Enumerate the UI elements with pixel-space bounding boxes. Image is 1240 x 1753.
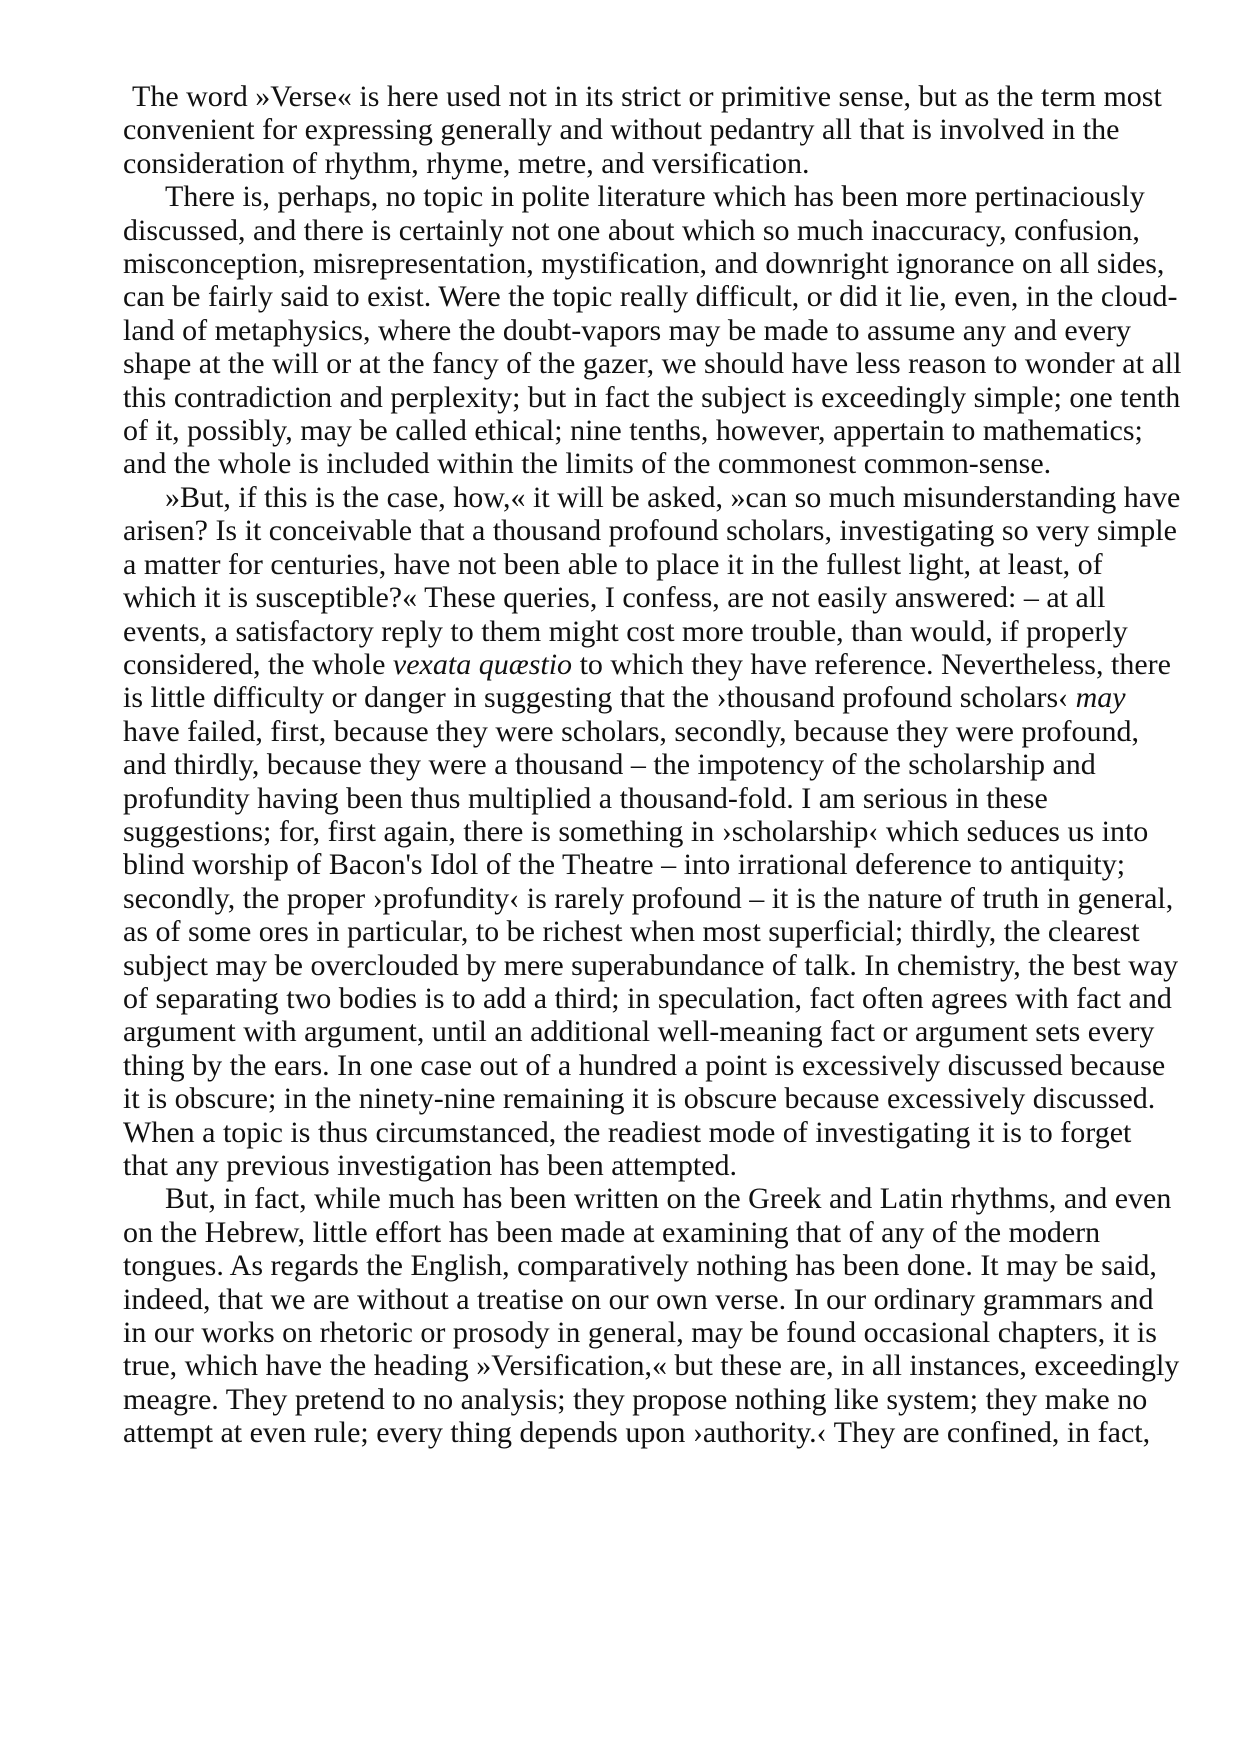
paragraph-text: to which they have reference. Nevertheless, there is little difficulty or danger in suggesting that the ›thousand profound scholars‹: [123, 647, 1171, 715]
paragraph-text: The word »Verse« is here used not in its strict or primitive sense, but as the term most convenient for expressing generally and without pedantry all that is involved in the consideration of rhythm, rhyme, metre, and versification.: [123, 80, 1162, 180]
paragraph-text: »But, if this is the case, how,« it will be asked, »can so much misunderstanding have arisen? Is it conceivable that a thousand profound scholars, investigating so very simple a matter for centuries, have not been able to place it in the fullest light, at least, of which it is susceptible?« These queries, I confess, are not easily answered: – at all events, a satisfactory reply to them might cost more trouble, than would, if properly considered, the whole: [123, 480, 1181, 681]
paragraph-modern-tongues: [123, 1182, 1183, 1449]
paragraph-topic: [123, 180, 1183, 481]
paragraph-scholars: [123, 481, 1183, 1183]
paragraph-text: There is, perhaps, no topic in polite literature which has been more pertinaciously discussed, and there is certainly not one about which so much inaccuracy, confusion, misconception, misrepresentation, mystification, and downright ignorance on all sides, can be fairly said to exist. Were the topic really difficult, or did it lie, even, in the cloud-land of metaphysics, where the doubt-vapors may be made to assume any and every shape at the will or at the fancy of the gazer, we should have less reason to wonder at all this contradiction and perplexity; but in fact the subject is exceedingly simple; one tenth of it, possibly, may be called ethical; nine tenths, however, appertain to mathematics; and the whole is included within the limits of the commonest common-sense.: [123, 180, 1182, 481]
paragraph-text: But, in fact, while much has been written on the Greek and Latin rhythms, and even on the Hebrew, little effort has been made at examining that of any of the modern tongues. As regards the English, comparatively nothing has been done. It may be said, indeed, that we are without a treatise on our own verse. In our ordinary grammars and in our works on rhetoric or prosody in general, may be found occasional chapters, it is true, which have the heading »Versification,« but these are, in all instances, exceedingly meagre. They pretend to no analysis; they propose nothing like system; they make no attempt at even rule; every thing depends upon ›authority.‹ They are confined, in fact,: [123, 1182, 1180, 1450]
italic-word: may: [1075, 681, 1126, 715]
italic-phrase: vexata quæstio: [392, 647, 573, 681]
paragraph-intro: [123, 80, 1183, 180]
paragraph-text: have failed, first, because they were scholars, secondly, because they were profound, and thirdly, because they were a thousand – the impotency of the scholarship and profundity having been thus multiplied a thousand-fold. I am serious in these suggestions; for, first again, there is something in ›scholarship‹ which seduces us into blind worship of Bacon's Idol of the Theatre – into irrational deference to antiquity; secondly, the proper ›profundity‹ is rarely profound – it is the nature of truth in general, as of some ores in particular, to be richest when most superficial; thirdly, the clearest subject may be overclouded by mere superabundance of talk. In chemistry, the best way of separating two bodies is to add a third; in speculation, fact often agrees with fact and argument with argument, until an additional well-meaning fact or argument sets every thing by the ears. In one case out of a hundred a point is excessively discussed because it is obscure; in the ninety-nine remaining it is obscure because excessively discussed. When a topic is thus circumstanced, the readiest mode of investigating it is to forget that any previous investigation has been attempted.: [123, 714, 1179, 1182]
document-page: [123, 80, 1183, 1450]
